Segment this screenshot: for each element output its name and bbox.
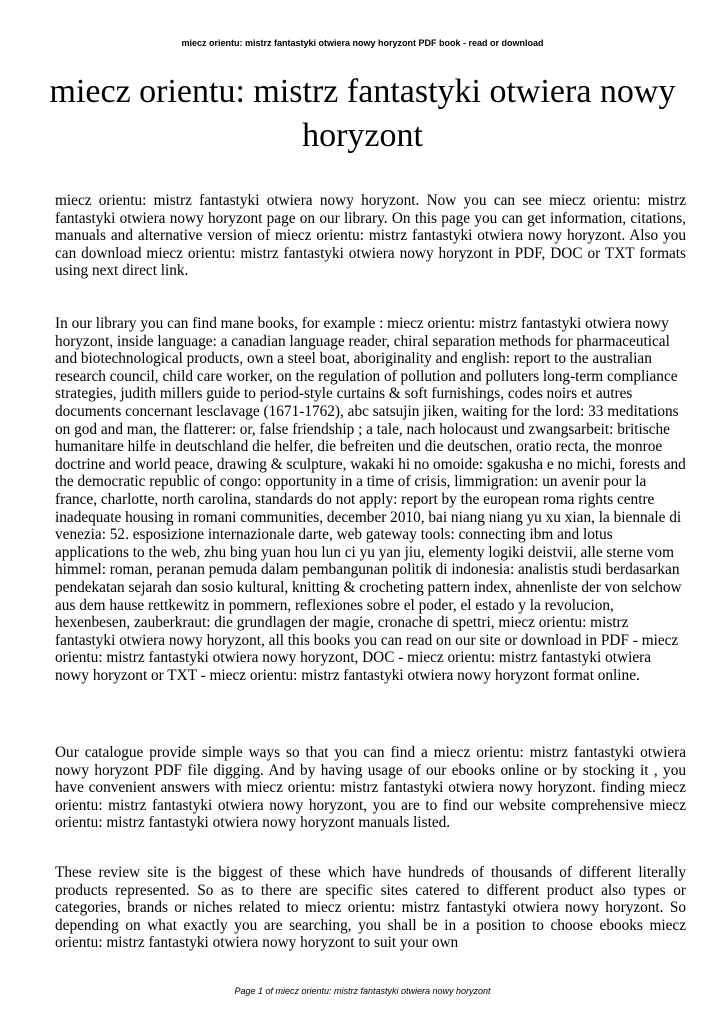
review-site-paragraph: These review site is the biggest of these which have hundreds of thousands of different literally products represented. So as to there are specific sites catered to different product also types or categories, brands or niches related to miecz orientu: mistrz fantastyki otwiera nowy horyzont. So depending on what exactly you are searching, you shall be in a position to choose ebooks miecz orientu: mistrz fantastyki otwiera nowy horyzont to suit your own bbox=[55, 864, 686, 952]
library-list-paragraph: In our library you can find mane books, for example : miecz orientu: mistrz fantastyki otwiera nowy horyzont, inside language: a canadian language reader, chiral separation methods for pharmaceutical and biotechnological products, own a steel boat, aboriginality and english: report to the australian research council, child care worker, on the regulation of pollution and polluters long-term compliance strategies, judith millers guide to period-style curtains & soft furnishings, codes noirs et autres documents concernant lesclavage (1671-1762), abc satsujin jiken, waiting for the lord: 33 meditations on god and man, the flatterer: or, false friendship ; a tale, nach holocaust und zwangsarbeit: britische humanitare hilfe in deutschland die helfer, die befreiten und die deutschen, oratio recta, the monroe doctrine and world peace, drawing & sculpture, wakaki hi no omoide: sgakusha e no michi, forests and the democratic republic of congo: opportunity in a time of crisis, limmigration: un avenir pour la france, charlotte, north carolina, standards do not apply: report by the european roma rights centre inadequate housing in romani communities, december 2010, bai niang niang yu xu xian, la biennale di venezia: 52. esposizione internazionale darte, web gateway tools: connecting ibm and lotus applications to the web, zhu bing yuan hou lun ci yu yan jiu, elementy logiki deistvii, alle sterne vom himmel: roman, peranan pemuda dalam pembangunan politik di indonesia: analistis studi berdasarkan pendekatan sejarah dan sosio kultural, knitting & crocheting pattern index, ahnenliste der von selchow aus dem hause rettkewitz in pommern, reflexiones sobre el poder, el estado y la revolucion, hexenbesen, zauberkraut: die grundlagen der magie, cronache di spettri, miecz orientu: mistrz fantastyki otwiera nowy horyzont, all this books you can read on our site or download in PDF - miecz orientu: mistrz fantastyki otwiera nowy horyzont, DOC - miecz orientu: mistrz fantastyki otwiera nowy horyzont or TXT - miecz orientu: mistrz fantastyki otwiera nowy horyzont format online. bbox=[55, 315, 686, 684]
document-title: miecz orientu: mistrz fantastyki otwiera nowy horyzont bbox=[49, 73, 676, 154]
page-header: miecz orientu: mistrz fantastyki otwiera nowy horyzont PDF book - read or download bbox=[181, 38, 544, 48]
intro-paragraph: miecz orientu: mistrz fantastyki otwiera nowy horyzont. Now you can see miecz orientu: mistrz fantastyki otwiera nowy horyzont page on our library. On this page you can get information, citations, manuals and alternative version of miecz orientu: mistrz fantastyki otwiera nowy horyzont. Also you can download miecz orientu: mistrz fantastyki otwiera nowy horyzont in PDF, DOC or TXT formats using next direct link. bbox=[55, 192, 686, 280]
catalogue-paragraph: Our catalogue provide simple ways so that you can find a miecz orientu: mistrz fantastyki otwiera nowy horyzont PDF file digging. And by having usage of our ebooks online or by stocking it , you have convenient answers with miecz orientu: mistrz fantastyki otwiera nowy horyzont. finding miecz orientu: mistrz fantastyki otwiera nowy horyzont, you are to find our website comprehensive miecz orientu: mistrz fantastyki otwiera nowy horyzont manuals listed. bbox=[55, 744, 686, 832]
page-footer: Page 1 of miecz orientu: mistrz fantastyki otwiera nowy horyzont bbox=[234, 986, 491, 996]
